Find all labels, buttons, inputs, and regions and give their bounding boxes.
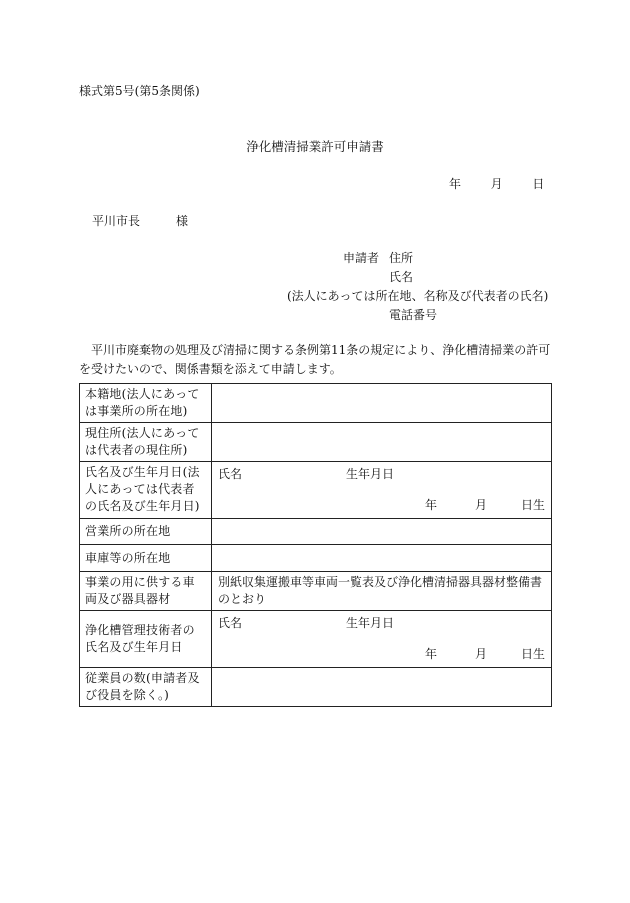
row-value[interactable] [212,462,552,519]
row-label: 従業員の数(申請者及び役員を除く。) [80,668,212,707]
addressee-honorific: 様 [176,214,189,228]
date-line [449,175,544,192]
row-label: 車庫等の所在地 [80,545,212,572]
applicant-phone-label: 電話番号 [389,308,438,322]
row-value[interactable] [212,519,552,545]
birth-year: 年 [424,647,437,661]
table-row [80,611,552,668]
birth-month: 月 [474,647,487,661]
name-label: 氏名 [218,467,243,481]
row-label: 事業の用に供する車両及び器具器材 [80,572,212,611]
table-row [80,519,552,545]
birth-year: 年 [424,498,437,512]
birthdate-label: 生年月日 [346,467,395,481]
birth-day: 日生 [520,647,545,661]
date-day: 日 [532,177,545,191]
birthdate-fields [425,646,545,663]
row-value[interactable]: 別紙収集運搬車等車両一覧表及び浄化槽清掃器具器材整備書のとおり [212,572,552,611]
birth-month: 月 [474,498,487,512]
row-value[interactable] [212,384,552,423]
row-label: 浄化槽管理技術者の氏名及び生年月日 [80,611,212,668]
form-number: 様式第5号(第5条関係) [79,84,200,98]
row-value[interactable] [212,668,552,707]
birthdate-fields [425,497,545,514]
applicant-label: 申請者 [343,251,380,265]
addressee-name: 平川市長 [92,214,141,228]
body-text: 平川市廃棄物の処理及び清掃に関する条例第11条の規定により、浄化槽清掃業の許可を受けたいので、関係書類を添えて申請します。 [79,343,551,376]
name-label: 氏名 [218,616,243,630]
table-row [80,572,552,611]
table-row [80,668,552,707]
applicant-note: (法人にあっては所在地、名称及び代表者の氏名) [287,289,549,303]
row-label: 現住所(法人にあっては代表者の現住所) [80,423,212,462]
birthdate-label: 生年月日 [346,616,395,630]
date-year: 年 [449,177,462,191]
table-row [80,545,552,572]
birth-day: 日生 [520,498,545,512]
row-value[interactable] [212,611,552,668]
table-row [80,384,552,423]
addressee [92,212,188,229]
applicant-name-label: 氏名 [389,270,414,284]
row-label: 本籍地(法人にあっては事業所の所在地) [80,384,212,423]
row-label: 営業所の所在地 [80,519,212,545]
row-value[interactable] [212,545,552,572]
date-month: 月 [490,177,503,191]
row-label: 氏名及び生年月日(法人にあっては代表者の氏名及び生年月日) [80,462,212,519]
row-value[interactable] [212,423,552,462]
application-table [79,383,552,707]
applicant-address-label: 住所 [389,251,414,265]
table-row [80,462,552,519]
document-title: 浄化槽清掃業許可申請書 [246,139,384,154]
table-row [80,423,552,462]
